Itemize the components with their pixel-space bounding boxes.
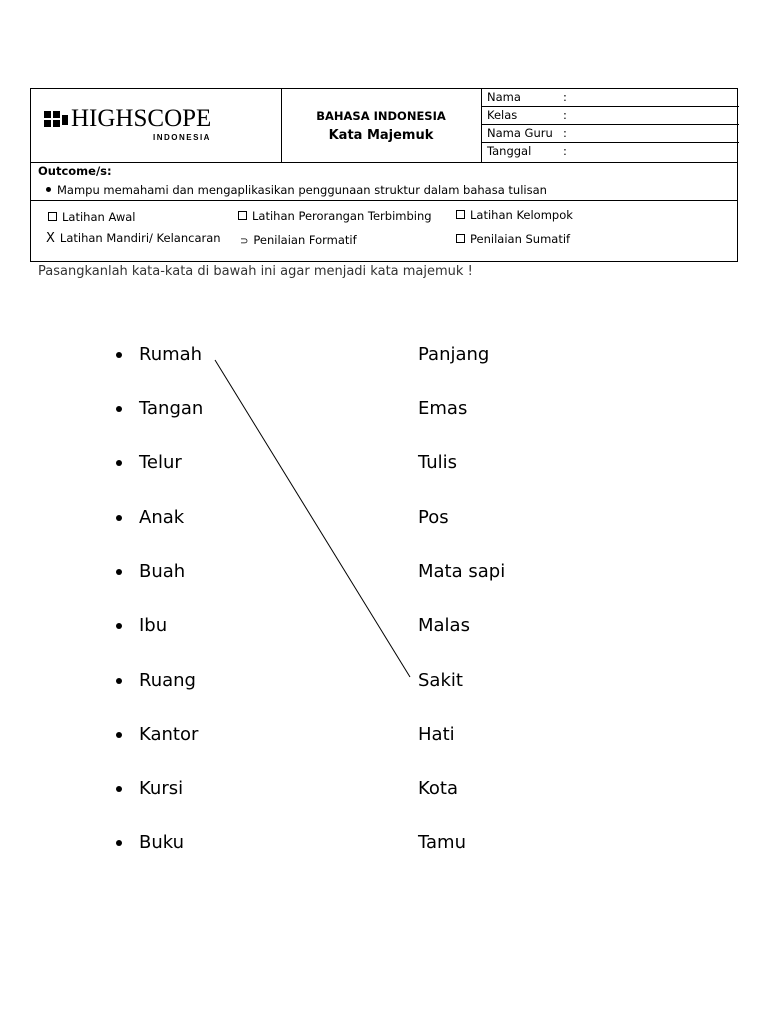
checkbox-icon[interactable] (456, 210, 465, 219)
option-label: Penilaian Sumatif (470, 232, 571, 246)
field-colon: : (563, 108, 567, 122)
right-word[interactable]: Tamu (418, 832, 466, 853)
option-label: Latihan Mandiri/ Kelancaran (59, 231, 221, 245)
check-mark-icon[interactable]: ⊃ (240, 236, 249, 247)
option-penilaian-formatif[interactable] (240, 233, 357, 247)
right-word[interactable]: Malas (418, 615, 470, 636)
right-word[interactable]: Tulis (418, 452, 458, 473)
bullet-icon (116, 840, 122, 846)
outcome-text: Mampu memahami dan mengaplikasikan penggunaan struktur dalam bahasa tulisan (57, 183, 547, 197)
right-word[interactable]: Kota (418, 778, 459, 799)
right-word[interactable]: Sakit (418, 670, 463, 691)
right-word[interactable]: Panjang (418, 344, 490, 365)
option-latihan-kelompok[interactable] (456, 208, 573, 222)
answer-line (215, 360, 410, 677)
bullet-icon (116, 732, 122, 738)
subject-cell (281, 89, 482, 162)
bullet-icon (116, 678, 122, 684)
activity-type-row (31, 200, 737, 262)
header-top-row (31, 89, 737, 163)
right-word[interactable]: Hati (418, 724, 455, 745)
checkbox-icon[interactable] (456, 234, 465, 243)
bullet-icon (116, 623, 122, 629)
left-word[interactable]: Tangan (139, 398, 204, 419)
checkbox-icon[interactable] (48, 212, 57, 221)
left-word[interactable]: Ruang (139, 670, 196, 691)
bullet-icon (116, 406, 122, 412)
field-colon: : (563, 90, 567, 104)
field-colon: : (563, 144, 567, 158)
bullet-icon (116, 515, 122, 521)
left-word[interactable]: Anak (139, 507, 185, 528)
highscope-logo-icon (44, 111, 68, 129)
left-word[interactable]: Telur (139, 452, 182, 473)
outcome-row (31, 162, 737, 201)
checkbox-icon[interactable] (238, 211, 247, 220)
option-label: Latihan Kelompok (470, 208, 573, 222)
right-word[interactable]: Emas (418, 398, 468, 419)
option-latihan-mandiri[interactable] (46, 231, 221, 246)
bullet-icon (46, 187, 51, 192)
right-word[interactable]: Pos (418, 507, 449, 528)
field-label: Kelas (487, 108, 518, 122)
option-label: Penilaian Formatif (253, 233, 357, 247)
field-nama-guru[interactable] (481, 125, 739, 143)
subject-name: BAHASA INDONESIA (316, 109, 446, 123)
option-label: Latihan Perorangan Terbimbing (252, 209, 432, 223)
bullet-icon (116, 460, 122, 466)
bullet-icon (116, 569, 122, 575)
left-word[interactable]: Rumah (139, 344, 203, 365)
option-latihan-awal[interactable] (48, 210, 136, 224)
field-tanggal[interactable] (481, 143, 739, 161)
field-colon: : (563, 126, 567, 140)
bullet-icon (116, 786, 122, 792)
subject-topic: Kata Majemuk (328, 128, 434, 143)
field-kelas[interactable] (481, 107, 739, 125)
logo-subtitle: INDONESIA (153, 133, 211, 142)
outcome-label: Outcome/s: (38, 164, 112, 178)
option-latihan-perorangan[interactable] (238, 209, 432, 223)
left-word[interactable]: Buah (139, 561, 186, 582)
option-penilaian-sumatif[interactable] (456, 232, 570, 246)
logo-text: HIGHSCOPE (71, 105, 212, 132)
outcome-item (46, 183, 547, 197)
bullet-icon (116, 352, 122, 358)
left-word[interactable]: Ibu (139, 615, 168, 636)
worksheet-header (30, 88, 738, 262)
left-word[interactable]: Kursi (139, 778, 184, 799)
logo-cell (31, 89, 282, 162)
left-word[interactable]: Kantor (139, 724, 199, 745)
field-nama[interactable] (481, 89, 739, 107)
field-label: Nama Guru (487, 126, 553, 140)
right-word[interactable]: Mata sapi (418, 561, 506, 582)
student-info-cell (481, 89, 739, 162)
instruction-text: Pasangkanlah kata-kata di bawah ini agar menjadi kata majemuk ! (38, 264, 473, 279)
left-word[interactable]: Buku (139, 832, 185, 853)
option-label: Latihan Awal (62, 210, 136, 224)
field-label: Nama (487, 90, 521, 104)
x-mark-icon[interactable]: X (46, 231, 55, 246)
field-label: Tanggal (487, 144, 532, 158)
